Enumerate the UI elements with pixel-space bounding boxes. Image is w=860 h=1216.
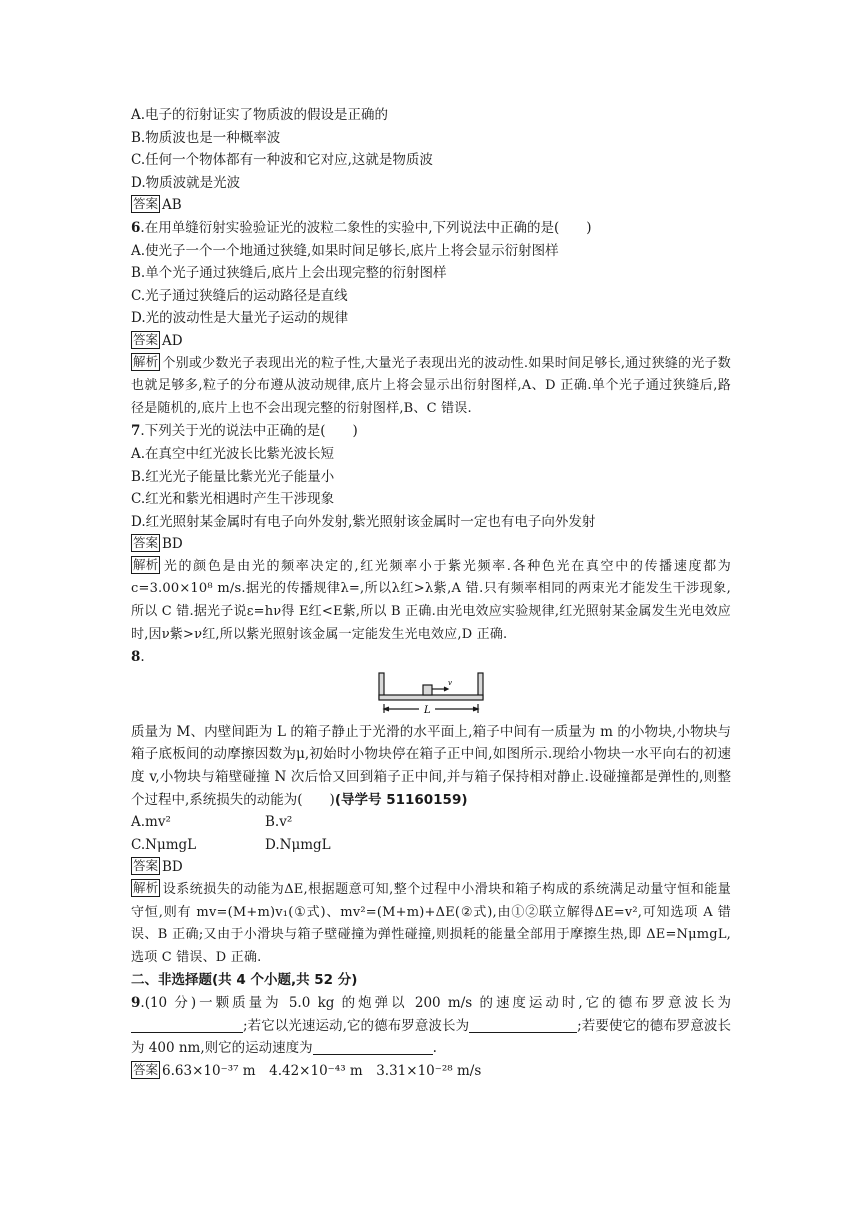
- analysis-tag: 解析: [133, 353, 159, 369]
- q8-option-c: C.NμmgL: [131, 836, 197, 853]
- velocity-label: v: [448, 678, 452, 687]
- q7-stem: [131, 420, 731, 443]
- answer-tag: 答案: [133, 1061, 159, 1077]
- velocity-arrowhead: [444, 687, 448, 691]
- dimension-arrow-right: [473, 707, 478, 711]
- analysis-tag: 解析: [133, 556, 159, 572]
- box-diagram: [131, 671, 731, 717]
- q8-analysis-text: 设系统损失的动能为ΔE,根据题意可知,整个过程中小滑块和箱子构成的系统满足动量守恒和能量守恒,则有 mv=(M+m)v₁(①式)、mv²=(M+m)+ΔE(②式),由①②联立解得ΔE=v²,可知选项 A 错误、B 正确;又由于小滑块与箱子壁碰撞为弹性碰撞,则损耗的能量全部用于摩擦生热,即 ΔE=NμmgL,选项 C 错误、D 正确.: [131, 882, 731, 965]
- q8-header: [131, 646, 731, 669]
- q7-analysis-text: 光的颜色是由光的频率决定的,红光频率小于紫光频率.各种色光在真空中的传播速度都为 c=3.00×10⁸ m/s.据光的传播规律λ=,所以λ红>λ紫,A 错.只有频率相同的两束光才能发生干涉现象,所以 C 错.据光子说ε=hν得 E红<E紫,所以 B 正确.由光电效应实验规律,红光照射某金属发生光电效应时,因ν紫>ν红,所以紫光照射该金属一定能发生光电效应,D 正确.: [131, 558, 731, 642]
- page-content: [131, 104, 731, 1082]
- q7-analysis: [131, 556, 731, 646]
- q9-number: 9: [131, 994, 141, 1011]
- q8-stem: [131, 721, 731, 811]
- q9-blank-3[interactable]: [313, 1039, 433, 1055]
- q9-blank-1[interactable]: [131, 1017, 243, 1033]
- q5-options: [131, 104, 731, 194]
- q9-stem-part3: ;若要使它的德布罗意波长为 400 nm,则它的运动速度为: [131, 1017, 731, 1057]
- q6-option-c: C.光子通过狭缝后的运动路径是直线: [131, 287, 348, 304]
- q6-option-d: D.光的波动性是大量光子运动的规律: [131, 310, 349, 327]
- q7-number: 7: [131, 423, 141, 440]
- q6-analysis: [131, 353, 731, 421]
- q6-answer: [131, 330, 731, 353]
- q8-answer: [131, 856, 731, 879]
- q8-options-row-2: [131, 834, 731, 857]
- q9-stem-part4: .: [432, 1040, 437, 1057]
- q8-option-d: D.NμmgL: [265, 836, 331, 853]
- q9-answer: [131, 1060, 731, 1083]
- small-block: [423, 685, 432, 695]
- q9-answer-value: 6.63×10⁻³⁷ m 4.42×10⁻⁴³ m 3.31×10⁻²⁸ m/s: [162, 1062, 482, 1079]
- answer-tag: 答案: [133, 331, 159, 347]
- q9-blank-2[interactable]: [469, 1017, 577, 1033]
- q8-options-row-1: [131, 811, 731, 834]
- section-2-heading: 二、非选择题(共 4 个小题,共 52 分): [131, 972, 358, 989]
- analysis-tag: 解析: [133, 880, 159, 895]
- q8-option-a: A.mv²: [131, 814, 171, 831]
- q8-guide-number: (导学号 51160159): [334, 791, 468, 808]
- q7-answer: [131, 533, 731, 556]
- q7-option-d: D.红光照射某金属时有电子向外发射,紫光照射该金属时一定也有电子向外发射: [131, 513, 596, 530]
- answer-tag: 答案: [133, 196, 159, 212]
- q5-option-c: C.任何一个物体都有一种波和它对应,这就是物质波: [131, 152, 433, 169]
- q6-stem-text: .在用单缝衍射实验验证光的波粒二象性的实验中,下列说法中正确的是( ): [140, 219, 592, 236]
- q8-dot: .: [140, 649, 145, 666]
- q6-analysis-text: 个别或少数光子表现出光的粒子性,大量光子表现出光的波动性.如果时间足够长,通过狭缝的光子数也就足够多,粒子的分布遵从波动规律,底片上将会显示出衍射图样,A、D 正确.单个光子通过狭缝后,路径是随机的,底片上也不会出现完整的衍射图样,B、C 错误.: [131, 355, 731, 416]
- q8-stem-text: 质量为 M、内壁间距为 L 的箱子静止于光滑的水平面上,箱子中间有一质量为 m 的小物块,小物块与箱子底板间的动摩擦因数为μ,初始时小物块停在箱子正中间,如图所示.现给小物块一水平向右的初速度 v,小物块与箱壁碰撞 N 次后恰又回到箱子正中间,并与箱子保持相对静止.设碰撞都是弹性的,则整个过程中,系统损失的动能为( ): [131, 723, 731, 808]
- dimension-arrow-left: [384, 707, 389, 711]
- q7-stem-text: .下列关于光的说法中正确的是( ): [140, 423, 358, 440]
- q8-number: 8: [131, 649, 141, 666]
- q7-option-a: A.在真空中红光波长比紫光波长短: [131, 445, 335, 462]
- q5-answer-value: AB: [162, 197, 182, 214]
- q5-option-d: D.物质波就是光波: [131, 174, 241, 191]
- q9-stem: [131, 992, 731, 1060]
- q5-answer: [131, 194, 731, 217]
- q5-option-a: A.电子的衍射证实了物质波的假设是正确的: [131, 107, 389, 123]
- q7-option-b: B.红光光子能量比紫光光子能量小: [131, 468, 335, 485]
- q6-number: 6: [131, 219, 141, 236]
- q8-answer-value: BD: [162, 859, 183, 876]
- length-label: L: [424, 704, 431, 716]
- q6-option-b: B.单个光子通过狭缝后,底片上会出现完整的衍射图样: [131, 265, 447, 282]
- q7-answer-value: BD: [162, 536, 183, 553]
- q6-answer-value: AD: [162, 332, 183, 349]
- q8-option-b: B.v²: [265, 814, 293, 831]
- answer-tag: 答案: [133, 535, 159, 551]
- box-figure-svg: [375, 671, 487, 717]
- q9-stem-part1: .(10 分)一颗质量为 5.0 kg 的炮弹以 200 m/s 的速度运动时,它的德布罗意波长为: [140, 994, 731, 1011]
- q7-option-c: C.红光和紫光相遇时产生干涉现象: [131, 491, 335, 508]
- q6-option-a: A.使光子一个一个地通过狭缝,如果时间足够长,底片上将会显示衍射图样: [131, 242, 559, 259]
- answer-tag: 答案: [133, 858, 159, 874]
- box-floor: [379, 695, 483, 700]
- q5-option-b: B.物质波也是一种概率波: [131, 129, 281, 146]
- q9-stem-part2: ;若它以光速运动,它的德布罗意波长为: [243, 1017, 470, 1034]
- q6-stem: [131, 217, 731, 240]
- q8-analysis: [131, 879, 731, 969]
